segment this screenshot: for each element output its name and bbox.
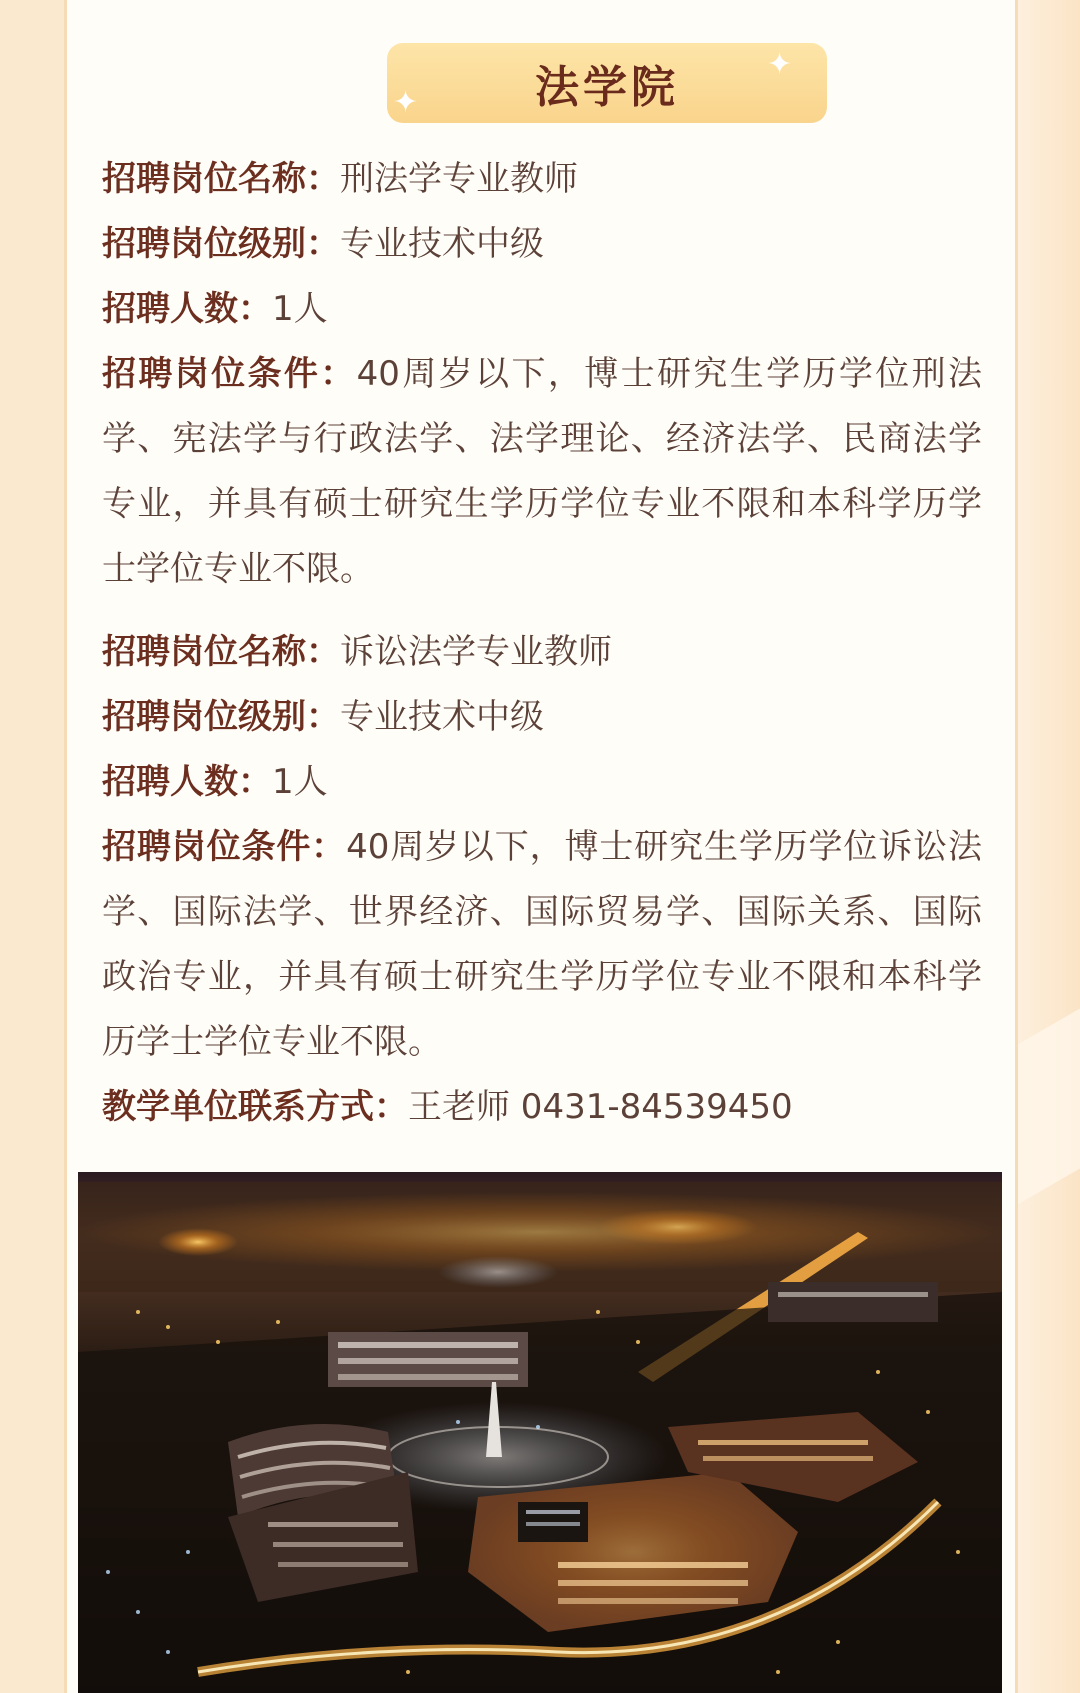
field-value: 专业技术中级 bbox=[340, 697, 544, 737]
position-name-row bbox=[102, 620, 992, 685]
contact-label: 教学单位联系方式： bbox=[102, 1087, 408, 1127]
position-level-row bbox=[102, 685, 992, 750]
position-name-row bbox=[102, 147, 992, 212]
field-label: 招聘岗位级别： bbox=[102, 224, 340, 264]
field-label: 招聘人数： bbox=[102, 762, 272, 802]
field-label: 招聘岗位名称： bbox=[102, 632, 340, 672]
background-right-strip bbox=[1010, 0, 1080, 1693]
field-value: 40周岁以下，博士研究生学历学位刑法学、宪法学与行政法学、法学理论、经济法学、民商法学专业，并具有硕士研究生学历学位专业不限和本科学历学士学位专业不限。 bbox=[102, 354, 983, 589]
contact-value: 王老师 0431-84539450 bbox=[408, 1087, 793, 1127]
field-label: 招聘岗位名称： bbox=[102, 159, 340, 199]
section-title-banner bbox=[387, 43, 827, 123]
field-value: 刑法学专业教师 bbox=[340, 159, 578, 199]
sparkle-icon: ✦ bbox=[393, 85, 419, 120]
recruitment-details bbox=[102, 147, 992, 1140]
campus-night-aerial-photo bbox=[78, 1172, 1002, 1693]
field-value: 诉讼法学专业教师 bbox=[340, 632, 612, 672]
section-title: 法学院 bbox=[535, 62, 679, 113]
position-conditions bbox=[102, 815, 982, 1075]
position-level-row bbox=[102, 212, 992, 277]
headcount-row bbox=[102, 750, 992, 815]
field-value: 专业技术中级 bbox=[340, 224, 544, 264]
field-label: 招聘岗位条件： bbox=[102, 827, 347, 867]
field-label: 招聘岗位级别： bbox=[102, 697, 340, 737]
position-conditions bbox=[102, 342, 982, 602]
headcount-row bbox=[102, 277, 992, 342]
field-value: 40周岁以下，博士研究生学历学位诉讼法学、国际法学、世界经济、国际贸易学、国际关系、国际政治专业，并具有硕士研究生学历学位专业不限和本科学历学士学位专业不限。 bbox=[102, 827, 983, 1062]
field-value: 1人 bbox=[272, 762, 328, 802]
contact-row bbox=[102, 1075, 992, 1140]
field-value: 1人 bbox=[272, 289, 328, 329]
sparkle-icon: ✦ bbox=[767, 47, 793, 82]
field-label: 招聘岗位条件： bbox=[102, 354, 357, 394]
spacer bbox=[102, 602, 992, 620]
field-label: 招聘人数： bbox=[102, 289, 272, 329]
